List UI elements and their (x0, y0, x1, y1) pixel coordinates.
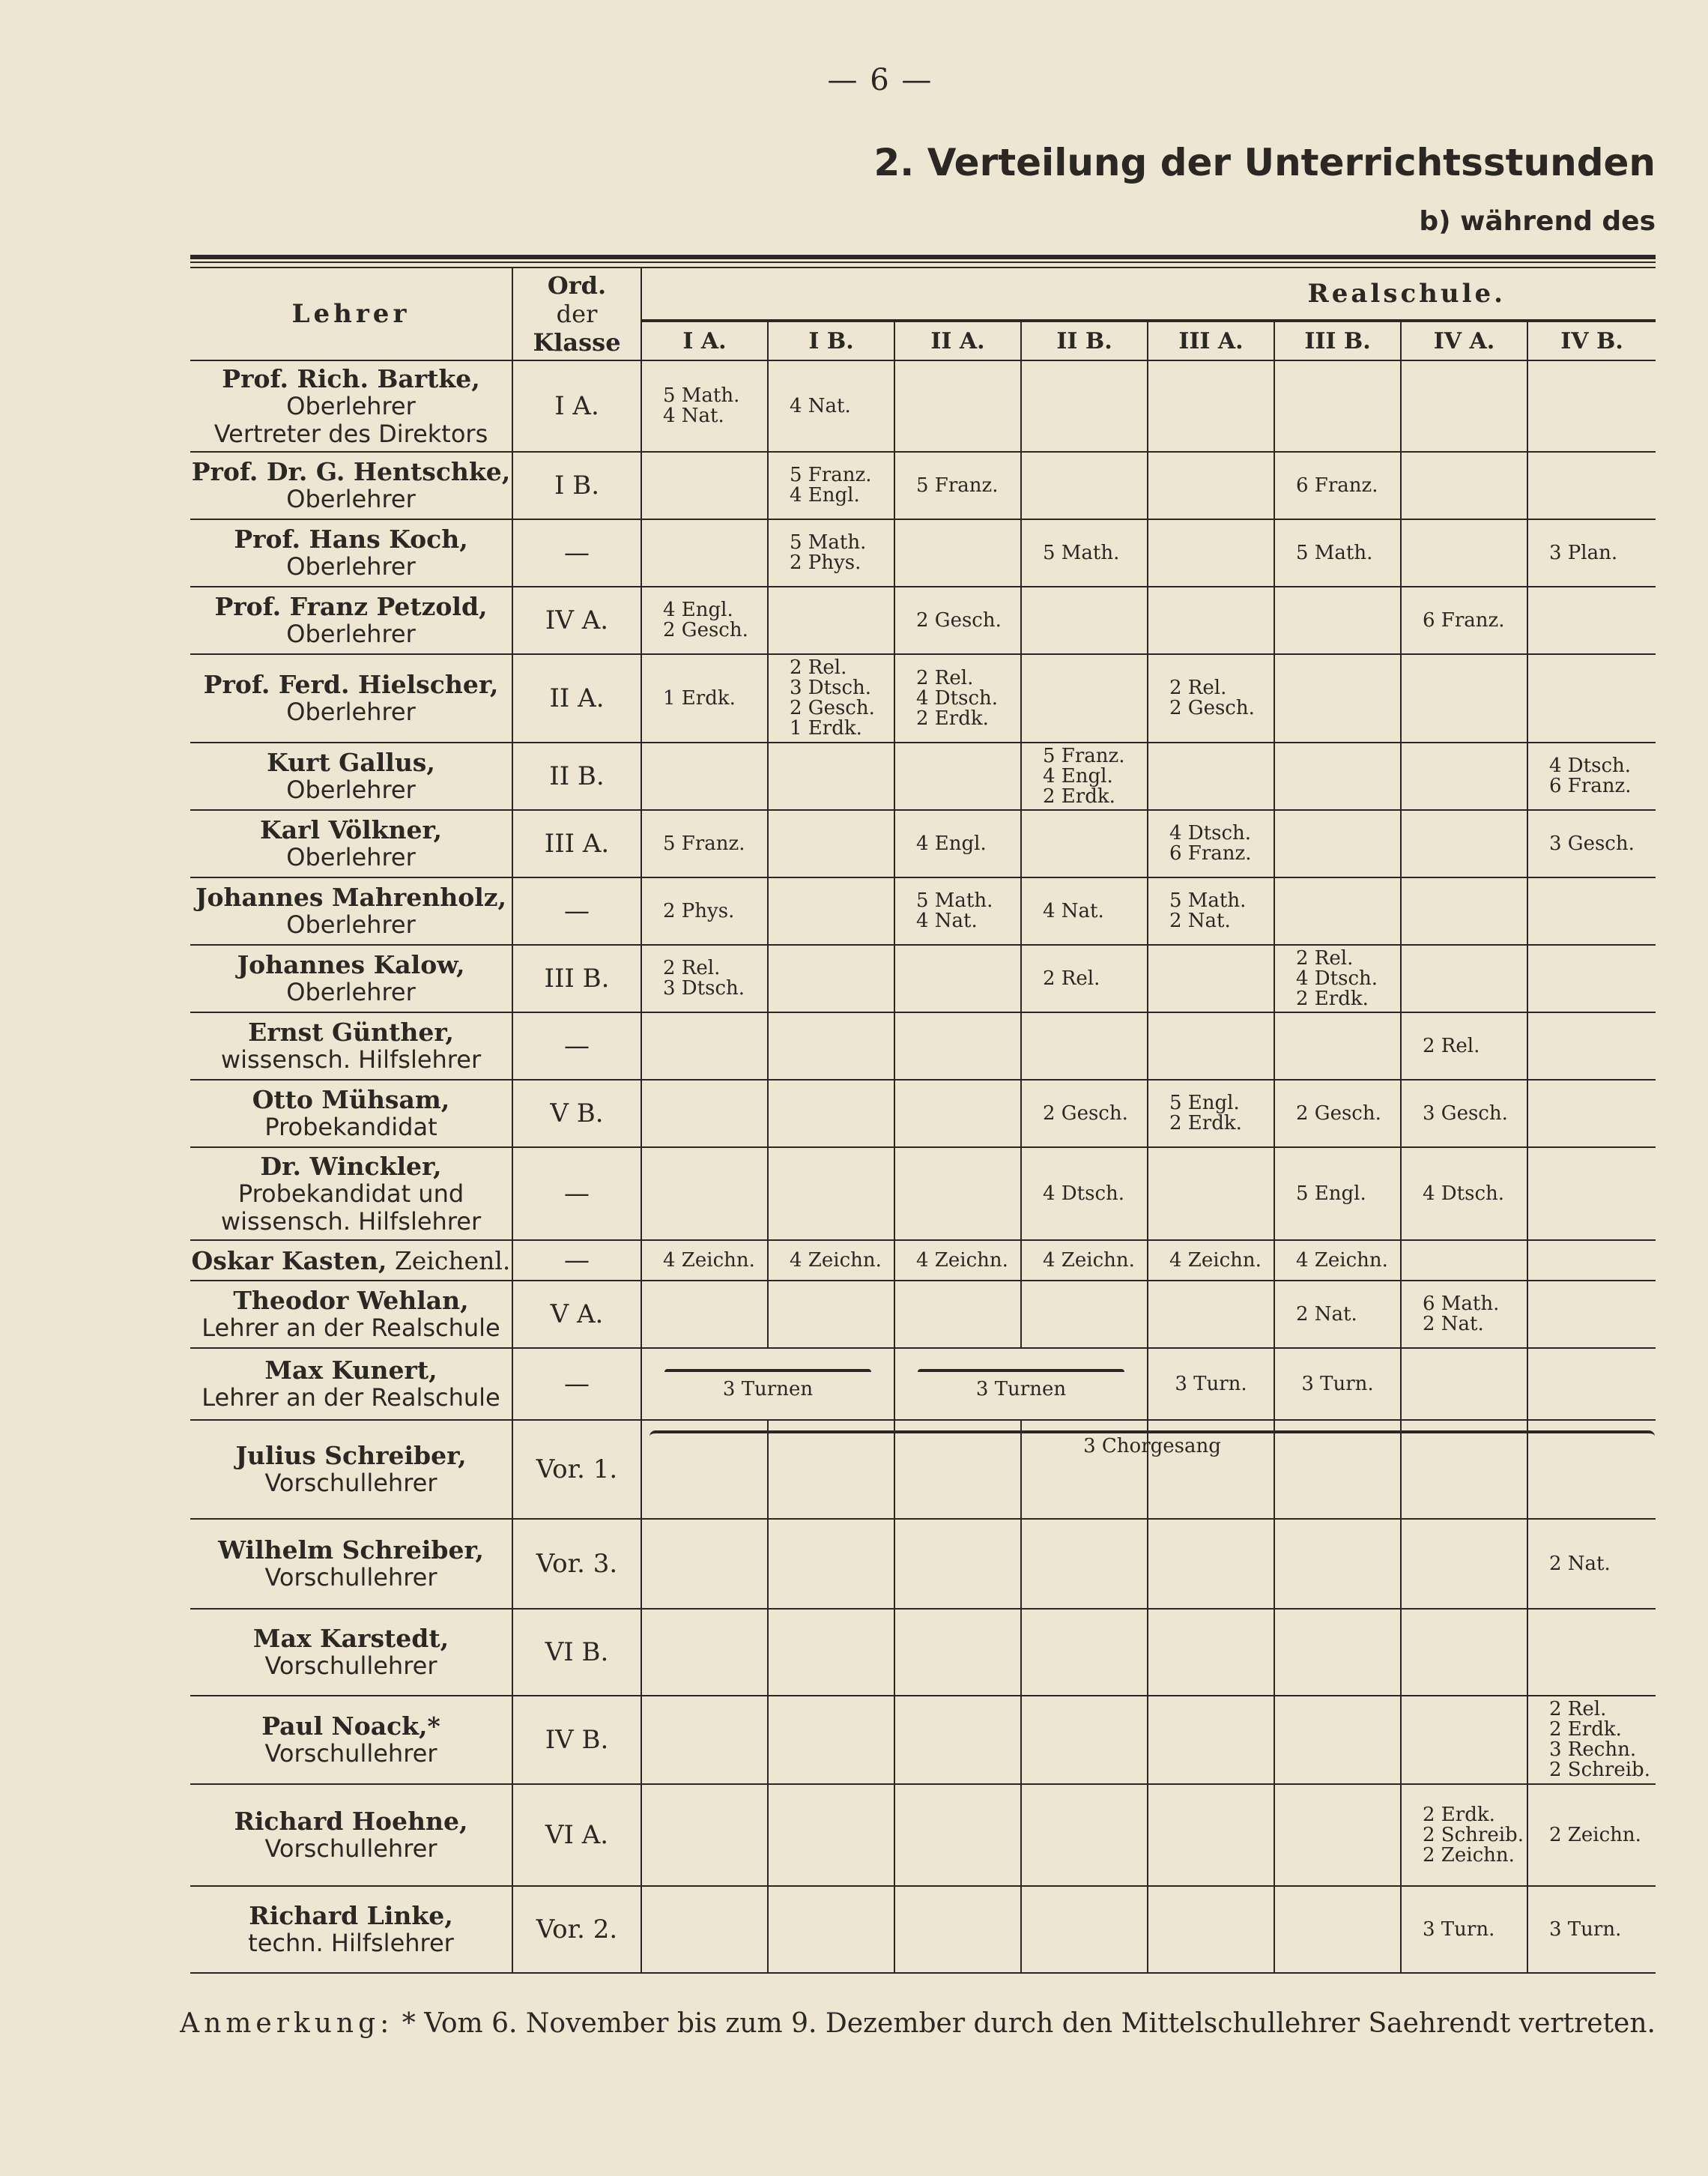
ord-class-cell: — (512, 1348, 641, 1420)
teacher-name: Paul Noack,* (261, 1711, 440, 1741)
header-teacher: Lehrer (190, 268, 512, 360)
teacher-cell (190, 360, 512, 452)
lesson-cell: 4 Dtsch. (1021, 1147, 1148, 1240)
chorgesang-span: 3 Chorgesang (649, 1430, 1655, 1457)
lesson-cell (1148, 1784, 1274, 1886)
lesson-cell (768, 1281, 894, 1348)
lesson-cell (1021, 587, 1148, 654)
teacher-cell (190, 1080, 512, 1147)
teacher-cell (190, 877, 512, 945)
section-heading: 2. Verteilung der Unterrichtsstunden (873, 141, 1656, 184)
lesson-cell (1527, 587, 1656, 654)
lesson-cell (1401, 519, 1527, 587)
lesson-cell: 5 Math. (1021, 519, 1148, 587)
lesson-cell (1527, 1281, 1656, 1348)
table-row (190, 1886, 1656, 1973)
teacher-name: Theodor Wehlan, (233, 1286, 469, 1315)
lesson-cell: 5 Franz. 4 Engl. 2 Erdk. (1021, 743, 1148, 810)
teacher-cell (190, 1012, 512, 1080)
teacher-name: Prof. Rich. Bartke, (222, 363, 480, 393)
teacher-role: Oberlehrer (286, 620, 416, 648)
top-rule-thin (190, 262, 1656, 263)
lesson-cell: 4 Zeichn. (1148, 1240, 1274, 1281)
empty-cell (1401, 1348, 1527, 1420)
teacher-role: Oberlehrer (286, 910, 416, 939)
teacher-cell (190, 587, 512, 654)
teacher-name: Ernst Günther, (248, 1018, 454, 1047)
teacher-name: Prof. Dr. G. Hentschke, (191, 457, 511, 486)
lesson-cell: 4 Zeichn. (1021, 1240, 1148, 1281)
table-row (190, 743, 1656, 810)
lesson-cell (1527, 360, 1656, 452)
table-row (190, 1348, 1656, 1420)
lesson-cell (894, 1696, 1021, 1784)
teacher-name: Prof. Franz Petzold, (214, 592, 488, 621)
header-class-ib: I B. (768, 321, 894, 360)
lesson-cell: 4 Zeichn. (641, 1240, 768, 1281)
lesson-cell (894, 945, 1021, 1012)
lesson-cell (1021, 360, 1148, 452)
lesson-cell: 3 Plan. (1527, 519, 1656, 587)
teacher-cell (190, 1784, 512, 1886)
table-row (190, 519, 1656, 587)
teacher-name: Wilhelm Schreiber, (218, 1535, 484, 1565)
header-ord-line3: Klasse (533, 328, 621, 357)
lesson-cell (768, 1080, 894, 1147)
lesson-cell: 2 Rel. 4 Dtsch. 2 Erdk. (894, 654, 1021, 743)
lesson-cell: 5 Engl. (1274, 1147, 1401, 1240)
lesson-cell (894, 1519, 1021, 1609)
ord-class-cell: III B. (512, 945, 641, 1012)
lesson-cell (1401, 743, 1527, 810)
lesson-cell (768, 945, 894, 1012)
table-row (190, 877, 1656, 945)
lesson-cell (641, 743, 768, 810)
lesson-cell (768, 1784, 894, 1886)
teacher-cell (190, 1240, 512, 1281)
lesson-cell: 4 Nat. (1021, 877, 1148, 945)
lesson-cell (894, 519, 1021, 587)
ord-class-cell: III A. (512, 810, 641, 877)
lesson-cell (1527, 1012, 1656, 1080)
lesson-cell (641, 1784, 768, 1886)
lesson-cell (1021, 1886, 1148, 1973)
lesson-cell (894, 1609, 1021, 1696)
teacher-cell (190, 810, 512, 877)
table-row (190, 360, 1656, 452)
lesson-cell (1021, 1519, 1148, 1609)
teacher-role: Vorschullehrer (264, 1563, 437, 1592)
table-row (190, 1240, 1656, 1281)
lesson-cell: 2 Zeichn. (1527, 1784, 1656, 1886)
lesson-cell (768, 877, 894, 945)
lesson-cell (1274, 1886, 1401, 1973)
lesson-cell (1401, 654, 1527, 743)
lesson-cell: 4 Zeichn. (768, 1240, 894, 1281)
teacher-name: Johannes Kalow, (237, 950, 465, 979)
lesson-cell: 3 Turn. (1401, 1886, 1527, 1973)
lesson-cell: 5 Engl. 2 Erdk. (1148, 1080, 1274, 1147)
empty-cell (1527, 1348, 1656, 1420)
lesson-cell (1148, 1519, 1274, 1609)
lesson-cell: 4 Dtsch. (1401, 1147, 1527, 1240)
lesson-cell: 2 Erdk. 2 Schreib. 2 Zeichn. (1401, 1784, 1527, 1886)
lesson-cell (894, 1012, 1021, 1080)
ord-class-cell: V A. (512, 1281, 641, 1348)
teacher-name: Prof. Hans Koch, (234, 525, 468, 554)
teacher-role: Oberlehrer (286, 485, 416, 513)
lesson-cell: 4 Dtsch. 6 Franz. (1148, 810, 1274, 877)
lesson-cell (894, 1784, 1021, 1886)
teacher-name: Julius Schreiber, (235, 1441, 467, 1470)
lesson-cell (1148, 360, 1274, 452)
lesson-cell (1021, 654, 1148, 743)
lesson-cell: 2 Gesch. (1274, 1080, 1401, 1147)
header-class-ivb: IV B. (1527, 321, 1656, 360)
teacher-cell (190, 1147, 512, 1240)
lesson-cell (1148, 1696, 1274, 1784)
lesson-cell (768, 1886, 894, 1973)
lesson-cell (1401, 945, 1527, 1012)
table-row (190, 587, 1656, 654)
lesson-cell (894, 1080, 1021, 1147)
lesson-cell (1527, 877, 1656, 945)
table-row (190, 452, 1656, 519)
annotation (180, 2008, 1656, 2039)
teacher-name: Prof. Ferd. Hielscher, (203, 670, 499, 699)
lesson-cell (1274, 877, 1401, 945)
teacher-cell (190, 654, 512, 743)
teacher-cell (190, 1281, 512, 1348)
lesson-cell (641, 519, 768, 587)
ord-class-cell: Vor. 3. (512, 1519, 641, 1609)
teacher-role: wissensch. Hilfslehrer (220, 1045, 482, 1074)
teacher-name: Dr. Winckler, (260, 1151, 442, 1181)
table-row (190, 1696, 1656, 1784)
lesson-cell: 5 Math. 2 Phys. (768, 519, 894, 587)
turn-iiia: 3 Turn. (1148, 1348, 1274, 1420)
lesson-cell (1527, 1609, 1656, 1696)
lesson-cell: 5 Franz. (894, 452, 1021, 519)
lesson-cell: 4 Zeichn. (1274, 1240, 1401, 1281)
lesson-cell (768, 743, 894, 810)
lesson-cell (1527, 1147, 1656, 1240)
teacher-role-extra: wissensch. Hilfslehrer (220, 1206, 482, 1236)
teacher-name: Otto Mühsam, (252, 1085, 450, 1114)
lesson-cell (1401, 877, 1527, 945)
teacher-name: Karl Völkner, (260, 815, 442, 844)
header-ord-line2: der (556, 300, 598, 328)
header-class-iiib: III B. (1274, 321, 1401, 360)
lesson-cell (1401, 452, 1527, 519)
ord-class-cell: IV B. (512, 1696, 641, 1784)
lesson-distribution-table (190, 267, 1656, 1974)
lesson-cell (1274, 1696, 1401, 1784)
lesson-cell (1148, 587, 1274, 654)
lesson-cell (1527, 1080, 1656, 1147)
lesson-cell (1148, 452, 1274, 519)
teacher-role: Oberlehrer (286, 843, 416, 871)
lesson-cell: 2 Nat. (1274, 1281, 1401, 1348)
ord-class-cell: I A. (512, 360, 641, 452)
lesson-cell (1148, 743, 1274, 810)
lesson-cell (641, 1281, 768, 1348)
brace-mark (918, 1369, 1124, 1376)
table-row (190, 1519, 1656, 1609)
lesson-cell: 3 Turn. (1527, 1886, 1656, 1973)
lesson-cell (641, 1012, 768, 1080)
teacher-name: Richard Hoehne, (234, 1807, 468, 1836)
lesson-cell (1021, 1281, 1148, 1348)
lesson-cell (641, 1886, 768, 1973)
lesson-cell (1274, 743, 1401, 810)
ord-class-cell: Vor. 2. (512, 1886, 641, 1973)
lesson-cell (1274, 810, 1401, 877)
teacher-cell (190, 1348, 512, 1420)
top-rule-thick (190, 255, 1656, 259)
lesson-cell (768, 587, 894, 654)
lesson-cell: 1 Erdk. (641, 654, 768, 743)
lesson-cell (1021, 1609, 1148, 1696)
lesson-cell: 2 Rel. 2 Erdk. 3 Rechn. 2 Schreib. (1527, 1696, 1656, 1784)
teacher-role: Probekandidat (264, 1113, 437, 1141)
lesson-cell (768, 1519, 894, 1609)
ord-class-cell: Vor. 1. (512, 1420, 641, 1519)
turnen-ia-ib: 3 Turnen 3 Chorgesang (641, 1348, 894, 1420)
teacher-name: Johannes Mahrenholz, (195, 883, 507, 912)
lesson-cell: 2 Rel. 2 Gesch. (1148, 654, 1274, 743)
lesson-cell (641, 1147, 768, 1240)
teacher-role: Vorschullehrer (264, 1469, 437, 1497)
turn-iiib: 3 Turn. (1274, 1348, 1401, 1420)
teacher-name: Max Karstedt, (252, 1624, 449, 1653)
lesson-cell (1274, 360, 1401, 452)
lesson-cell: 6 Franz. (1274, 452, 1401, 519)
header-ord-line1: Ord. (547, 271, 607, 300)
lesson-cell (1274, 1012, 1401, 1080)
teacher-role: Oberlehrer (286, 552, 416, 581)
lesson-cell (1148, 945, 1274, 1012)
lesson-cell: 5 Math. 4 Nat. (894, 877, 1021, 945)
table-body (190, 360, 1656, 1973)
teacher-name: Kurt Gallus, (267, 748, 435, 777)
lesson-cell (1148, 1147, 1274, 1240)
table-row (190, 1080, 1656, 1147)
teacher-role: Lehrer an der Realschule (202, 1314, 500, 1342)
table-row (190, 654, 1656, 743)
lesson-cell (1148, 1609, 1274, 1696)
teacher-role: Vorschullehrer (264, 1651, 437, 1680)
lesson-cell (1148, 519, 1274, 587)
header-class-ia: I A. (641, 321, 768, 360)
ord-class-cell: — (512, 1147, 641, 1240)
table-row (190, 945, 1656, 1012)
table-row (190, 810, 1656, 877)
table-row (190, 1281, 1656, 1348)
teacher-cell (190, 743, 512, 810)
lesson-cell (1401, 1519, 1527, 1609)
table-row (190, 1784, 1656, 1886)
ord-class-cell: — (512, 1012, 641, 1080)
lesson-cell: 5 Math. 4 Nat. (641, 360, 768, 452)
ord-class-cell: VI B. (512, 1609, 641, 1696)
lesson-cell (1527, 452, 1656, 519)
table-row (190, 1012, 1656, 1080)
lesson-cell (894, 1886, 1021, 1973)
lesson-cell (1021, 1696, 1148, 1784)
ord-class-cell: — (512, 519, 641, 587)
lesson-cell (1401, 1240, 1527, 1281)
lesson-cell (768, 1147, 894, 1240)
lesson-cell (1148, 1281, 1274, 1348)
lesson-cell (1401, 1696, 1527, 1784)
lesson-cell (768, 1012, 894, 1080)
lesson-cell (1148, 1886, 1274, 1973)
teacher-name: Max Kunert, (264, 1356, 437, 1385)
lesson-cell: 5 Math. 2 Nat. (1148, 877, 1274, 945)
lesson-cell: 2 Rel. 4 Dtsch. 2 Erdk. (1274, 945, 1401, 1012)
lesson-cell (1401, 1609, 1527, 1696)
ord-class-cell: V B. (512, 1080, 641, 1147)
ord-class-cell: IV A. (512, 587, 641, 654)
teacher-cell (190, 452, 512, 519)
lesson-cell (1527, 654, 1656, 743)
lesson-cell (1148, 1012, 1274, 1080)
lesson-cell (1274, 587, 1401, 654)
header-ord-class (512, 268, 641, 360)
lesson-cell: 5 Franz. (641, 810, 768, 877)
lesson-cell: 2 Rel. 3 Dtsch. (641, 945, 768, 1012)
turnen-iia-iib: 3 Turnen (894, 1348, 1148, 1420)
lesson-cell (641, 1696, 768, 1784)
lesson-cell (768, 1696, 894, 1784)
teacher-name: Oskar Kasten, Zeichenl. (191, 1245, 511, 1275)
teacher-cell (190, 1420, 512, 1519)
teacher-role: Lehrer an der Realschule (202, 1383, 500, 1412)
teacher-role: techn. Hilfslehrer (248, 1929, 454, 1957)
lesson-cell (768, 810, 894, 877)
lesson-cell (894, 360, 1021, 452)
teacher-role: Probekandidat und (237, 1179, 464, 1208)
lesson-cell: 6 Franz. (1401, 587, 1527, 654)
lesson-cell (1274, 1609, 1401, 1696)
lesson-cell: 2 Nat. (1527, 1519, 1656, 1609)
lesson-cell (1401, 810, 1527, 877)
lesson-cell (641, 1080, 768, 1147)
lesson-cell: 2 Gesch. (1021, 1080, 1148, 1147)
header-class-iva: IV A. (1401, 321, 1527, 360)
lesson-cell (1021, 452, 1148, 519)
lesson-cell (1527, 945, 1656, 1012)
lesson-cell: 4 Dtsch. 6 Franz. (1527, 743, 1656, 810)
lesson-cell (1274, 654, 1401, 743)
brace-mark (664, 1369, 871, 1376)
teacher-role-extra: Vertreter des Direktors (214, 419, 488, 448)
ord-class-cell: II A. (512, 654, 641, 743)
lesson-cell (1527, 1240, 1656, 1281)
lesson-cell (641, 1519, 768, 1609)
teacher-cell (190, 519, 512, 587)
lesson-cell: 2 Phys. (641, 877, 768, 945)
teacher-name: Richard Linke, (249, 1901, 453, 1930)
lesson-cell: 6 Math. 2 Nat. (1401, 1281, 1527, 1348)
teacher-subject: Zeichenl. (387, 1245, 511, 1275)
teacher-role: Oberlehrer (286, 698, 416, 726)
header-school: Realschule. (641, 268, 1656, 321)
ord-class-cell: I B. (512, 452, 641, 519)
lesson-cell (894, 743, 1021, 810)
teacher-cell (190, 1696, 512, 1784)
lesson-cell: 4 Nat. (768, 360, 894, 452)
lesson-cell (768, 1609, 894, 1696)
teacher-cell (190, 1609, 512, 1696)
lesson-cell (894, 1147, 1021, 1240)
lesson-cell: 2 Gesch. (894, 587, 1021, 654)
lesson-cell: 2 Rel. (1021, 945, 1148, 1012)
lesson-cell (1274, 1784, 1401, 1886)
lesson-cell: 4 Engl. (894, 810, 1021, 877)
annotation-label: Anmerkung: (180, 2008, 394, 2039)
lesson-cell (1021, 1012, 1148, 1080)
header-class-iia: II A. (894, 321, 1021, 360)
lesson-cell: 2 Rel. (1401, 1012, 1527, 1080)
ord-class-cell: — (512, 1240, 641, 1281)
ord-class-cell: II B. (512, 743, 641, 810)
ord-class-cell: VI A. (512, 1784, 641, 1886)
header-class-iiia: III A. (1148, 321, 1274, 360)
teacher-role: Oberlehrer (286, 776, 416, 804)
teacher-role: Vorschullehrer (264, 1834, 437, 1863)
lesson-cell: 4 Zeichn. (894, 1240, 1021, 1281)
ord-class-cell: — (512, 877, 641, 945)
teacher-role: Oberlehrer (286, 978, 416, 1006)
lesson-cell (1021, 810, 1148, 877)
table-row (190, 1147, 1656, 1240)
lesson-cell: 2 Rel. 3 Dtsch. 2 Gesch. 1 Erdk. (768, 654, 894, 743)
lesson-cell (1274, 1519, 1401, 1609)
lesson-cell: 3 Gesch. (1401, 1080, 1527, 1147)
teacher-cell (190, 1886, 512, 1973)
section-subheading: b) während des (1419, 206, 1656, 237)
lesson-cell (641, 452, 768, 519)
annotation-text: * Vom 6. November bis zum 9. Dezember durch den Mittelschullehrer Saehrendt vertreten. (402, 2008, 1656, 2039)
lesson-cell (1401, 360, 1527, 452)
header-class-iib: II B. (1021, 321, 1148, 360)
lesson-cell (1021, 1784, 1148, 1886)
page-number: — 6 — (827, 63, 933, 97)
teacher-cell (190, 1519, 512, 1609)
teacher-cell (190, 945, 512, 1012)
lesson-cell: 3 Gesch. (1527, 810, 1656, 877)
lesson-cell: 4 Engl. 2 Gesch. (641, 587, 768, 654)
lesson-cell: 5 Math. (1274, 519, 1401, 587)
lesson-cell (894, 1281, 1021, 1348)
teacher-role: Oberlehrer (286, 391, 416, 420)
table-row (190, 1609, 1656, 1696)
teacher-role: Vorschullehrer (264, 1739, 437, 1768)
lesson-cell (641, 1609, 768, 1696)
lesson-cell: 5 Franz. 4 Engl. (768, 452, 894, 519)
